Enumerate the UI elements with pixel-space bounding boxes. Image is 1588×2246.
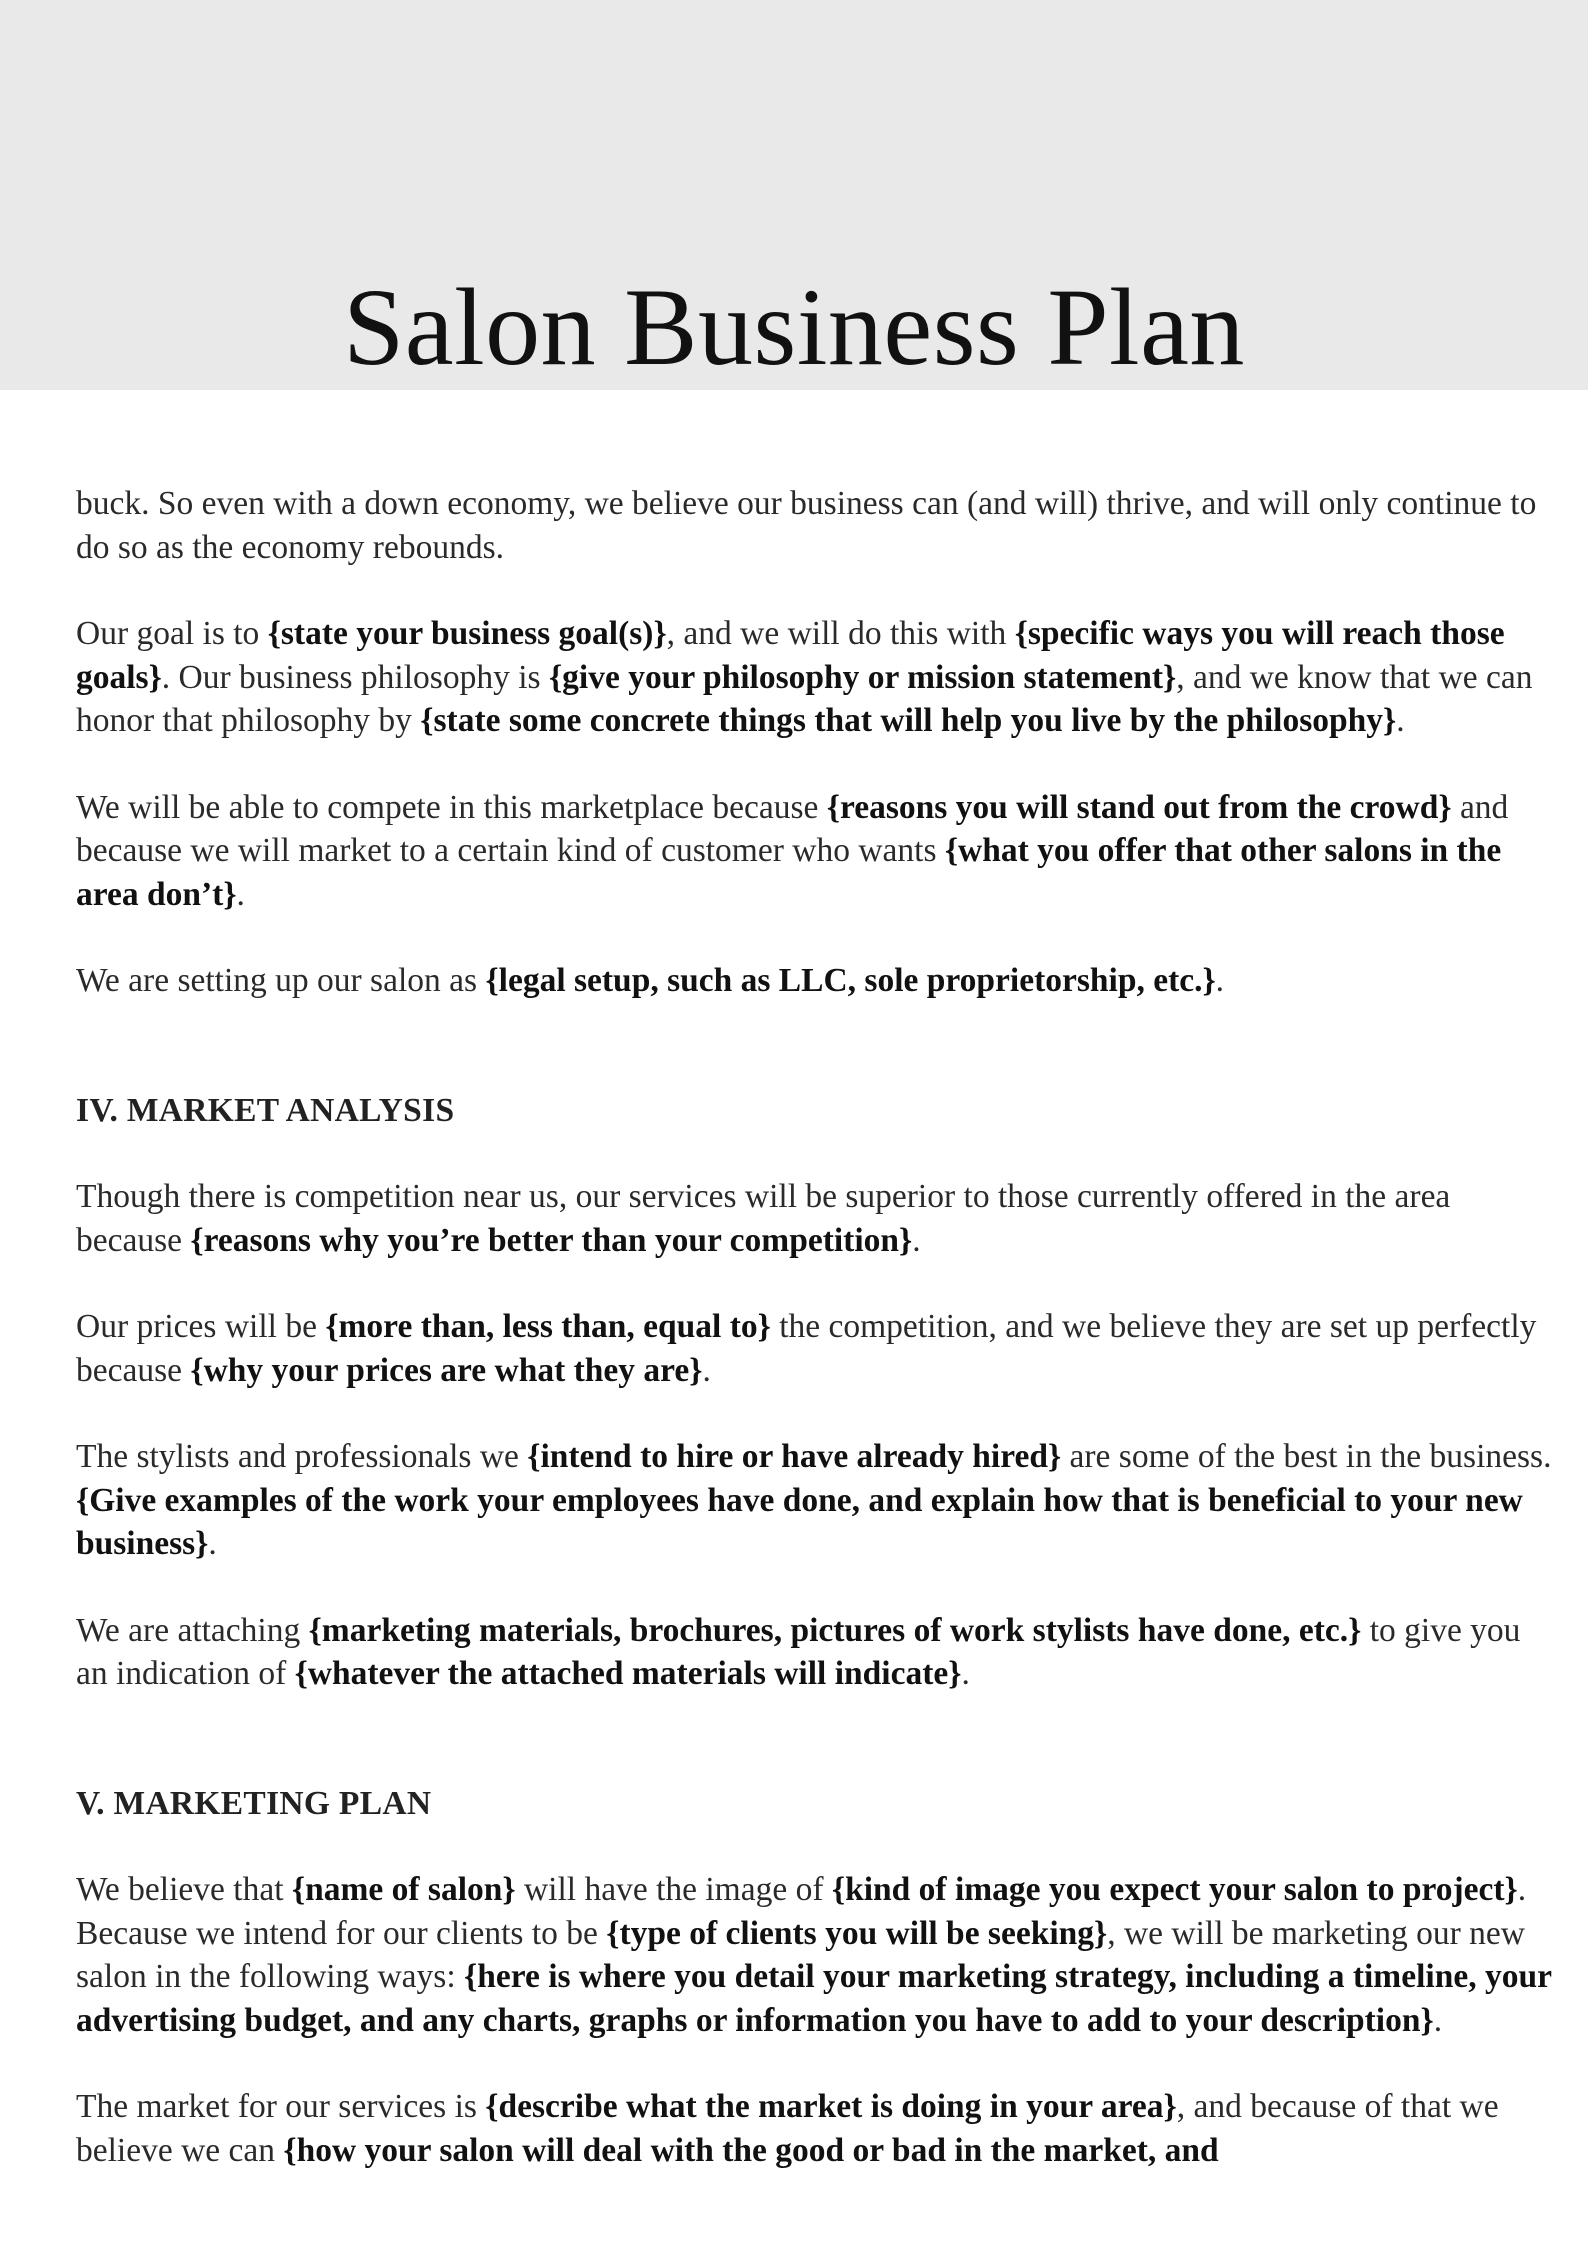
document-body [76,482,1556,2215]
body-text: . [236,875,245,913]
body-text: . Because we intend for our clients to be [76,1871,1527,1952]
body-text: , we will be marketing our new salon in the following ways: [76,1914,1525,1995]
placeholder-text: {reasons you will stand out from the crowd} [826,788,1452,826]
placeholder-text: {why your prices are what they are} [190,1351,703,1389]
body-text: Our goal is to [76,615,268,652]
placeholder-text: {here is where you detail your marketing strategy, including a timeline, your advertising budget, and any charts, graphs or information you have to add to your description} [76,1958,1552,2039]
body-text: We believe that [76,1871,292,1908]
body-text: . [961,1655,970,1692]
body-text: and because we will market to a certain kind of customer who wants [76,788,1509,869]
body-text: . [702,1351,711,1389]
paragraph-p1 [76,482,1556,569]
body-text: We are attaching [76,1611,309,1649]
paragraph-p5 [76,1175,1556,1262]
placeholder-text: {intend to hire or have already hired} [527,1438,1062,1475]
placeholder-text: {type of clients you will be seeking} [606,1914,1108,1952]
placeholder-text: {describe what the market is doing in your area} [485,2088,1177,2125]
placeholder-text: {reasons why you’re better than your competition} [190,1221,913,1259]
paragraph-p4 [76,959,1556,1003]
placeholder-text: {how your salon will deal with the good or bad in the market, and [283,2131,1219,2169]
body-text: . [1433,2001,1443,2039]
placeholder-text: {more than, less than, equal to} [325,1308,771,1345]
body-text: . [912,1221,921,1259]
body-text: . [1215,962,1225,999]
body-text: will have the image of [515,1871,832,1908]
paragraph-p7 [76,1435,1556,1566]
body-text: to give you an indication of [76,1611,1521,1692]
marketing-plan-paragraphs [76,1868,1556,2172]
placeholder-text: {state your business goal(s)} [267,615,667,652]
paragraph-p9 [76,1868,1556,2042]
placeholder-text: {whatever the attached materials will indicate} [294,1655,962,1692]
paragraph-p8 [76,1609,1556,1696]
placeholder-text: {specific ways you will reach those goals} [76,615,1505,696]
body-text: We are setting up our salon as [76,962,486,999]
body-text: buck. So even with a down economy, we believe our business can (and will) thrive, and will only continue to do so as the economy rebounds. [76,485,1537,566]
paragraph-p6 [76,1305,1556,1392]
section-heading-market-analysis: IV. MARKET ANALYSIS [76,1091,455,1129]
intro-paragraphs [76,482,1556,1003]
section-heading-marketing-plan: V. MARKETING PLAN [76,1784,432,1822]
body-text: . [1396,702,1405,739]
paragraph-p2 [76,612,1556,743]
body-text: The market for our services is [76,2088,486,2125]
placeholder-text: {name of salon} [291,1871,516,1908]
paragraph-p10 [76,2085,1556,2172]
body-text: , and because of that we believe we can [76,2088,1499,2169]
body-text: Though there is competition near us, our services will be superior to those currently offered in the area because [76,1178,1451,1259]
placeholder-text: {marketing materials, brochures, pictures of work stylists have done, etc.} [308,1611,1362,1649]
body-text: are some of the best in the business. [1061,1438,1552,1475]
market-analysis-paragraphs [76,1175,1556,1696]
body-text: Our prices will be [76,1308,326,1345]
page-title: Salon Business Plan [343,266,1245,388]
body-text: , and we know that we can honor that philosophy by [76,658,1533,739]
body-text: , and we will do this with [666,615,1015,652]
placeholder-text: {Give examples of the work your employees have done, and explain how that is beneficial to your new business} [76,1481,1523,1562]
paragraph-p3 [76,786,1556,917]
placeholder-text: {give your philosophy or mission statement} [548,658,1177,696]
body-text: We will be able to compete in this marketplace because [76,788,827,826]
placeholder-text: {kind of image you expect your salon to project} [831,1871,1518,1908]
placeholder-text: {legal setup, such as LLC, sole proprietorship, etc.} [485,962,1216,999]
body-text: the competition, and we believe they are set up perfectly because [76,1308,1537,1389]
placeholder-text: {state some concrete things that will help you live by the philosophy} [420,702,1397,739]
body-text: The stylists and professionals we [76,1438,528,1475]
body-text: . [208,1525,217,1562]
placeholder-text: {what you offer that other salons in the area don’t} [76,832,1502,913]
body-text: . Our business philosophy is [161,658,549,696]
